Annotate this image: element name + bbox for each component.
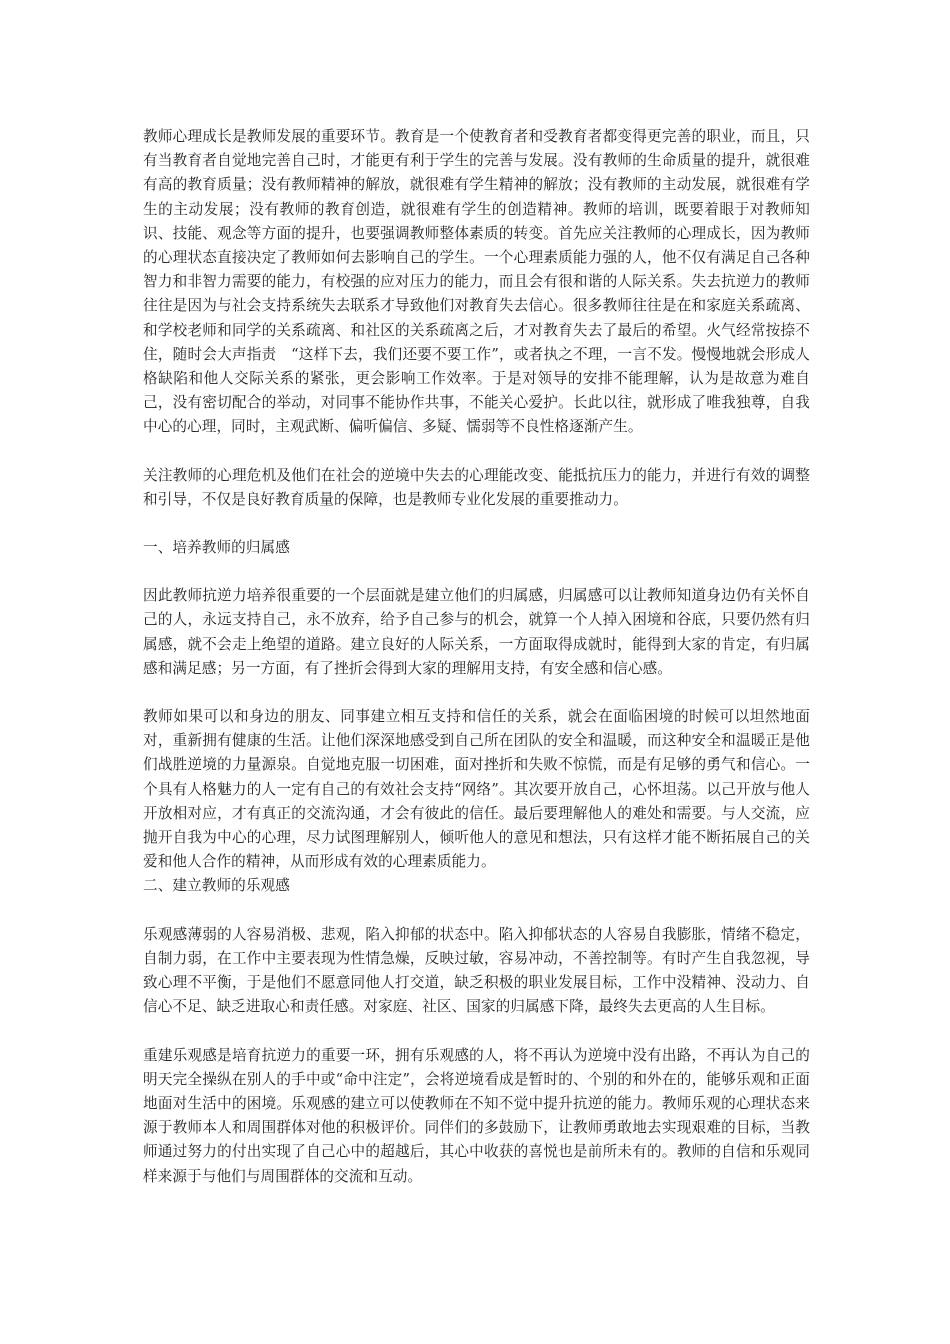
- paragraph-gap: [143, 681, 810, 705]
- paragraph-intro: 教师心理成长是教师发展的重要环节。教育是一个使教育者和受教育者都变得更完善的职业，而且，只有当教育者自觉地完善自己时，才能更有利于学生的完善与发展。没有教师的生命质量的提升，就很难有高的教育质量；没有教师精神的解放，就很难有学生精神的解放；没有教师的主动发展，就很难有学生的主动发展；没有教师的教育创造，就很难有学生的创造精神。教师的培训，既要着眼于对教师知识、技能、观念等方面的提升，也要强调教师整体素质的转变。首先应关注教师的心理成长，因为教师的心理状态直接决定了教师如何去影响自己的学生。一个心理素质能力强的人，他不仅有满足自己各种智力和非智力需要的能力，有校强的应对压力的能力，而且会有很和谐的人际关系。失去抗逆力的教师往往是因为与社会支持系统失去联系才导致他们对教育失去信心。很多教师往往是在和家庭关系疏离、和学校老师和同学的关系疏离、和社区的关系疏离之后，才对教育失去了最后的希望。火气经常按捺不住，随时会大声指责 “这样下去，我们还要不要工作”，或者执之不理，一言不发。慢慢地就会形成人格缺陷和他人交际关系的紧张，更会影响工作效率。于是对领导的安排不能理解，认为是故意为难自己，没有密切配合的举动，对同事不能协作共事，不能关心爱护。长此以往，就形成了唯我独尊，自我中心的心理，同时，主观武断、偏听偏信、多疑、懦弱等不良性格逐渐产生。: [143, 128, 810, 436]
- paragraph-gap: [143, 899, 810, 923]
- paragraph-gap: [143, 440, 810, 464]
- document-body: [143, 125, 810, 1189]
- section-heading-belonging: 一、培养教师的归属感: [143, 539, 290, 557]
- paragraph-belonging: 因此教师抗逆力培养很重要的一个层面就是建立他们的归属感，归属感可以让教师知道身边仍有关怀自己的人，永远支持自己，永不放弃，给予自己参与的机会，就算一个人掉入困境和谷底，只要仍然有归属感，就不会走上绝望的道路。建立良好的人际关系，一方面取得成就时，能得到大家的肯定，有归属感和满足感；另一方面，有了挫折会得到大家的理解用支持，有安全感和信心感。: [143, 587, 810, 677]
- paragraph-gap: [143, 1020, 810, 1044]
- paragraph-gap: [143, 512, 810, 536]
- paragraph-rebuild-optimism: 重建乐观感是培育抗逆力的重要一环，拥有乐观感的人，将不再认为逆境中没有出路，不再认为自己的明天完全操纵在别人的手中或“命中注定”，会将逆境看成是暂时的、个别的和外在的，能够乐观和正面地面对生活中的困境。乐观感的建立可以使教师在不知不觉中提升抗逆的能力。教师乐观的心理状态来源于教师本人和周围群体对他的积极评价。同伴们的多鼓励下，让教师勇敢地去实现艰难的目标，当教师通过努力的付出实现了自己心中的超越后，其心中收获的喜悦也是前所未有的。教师的自信和乐观同样来源于与他们与周围群体的交流和互动。: [143, 1046, 810, 1185]
- paragraph-gap: [143, 560, 810, 584]
- paragraph-pessimism: 乐观感薄弱的人容易消极、悲观，陷入抑郁的状态中。陷入抑郁状态的人容易自我膨胀，情绪不稳定，自制力弱，在工作中主要表现为性情急燥，反映过敏，容易冲动，不善控制等。有时产生自我忽视，导致心理不平衡，于是他们不愿意同他人打交道，缺乏积极的职业发展目标，工作中没精神、没动力、自信心不足、缺乏进取心和责任感。对家庭、社区、国家的归属感下降，最终失去更高的人生目标。: [143, 925, 810, 1016]
- section-heading-optimism: 二、建立教师的乐观感: [143, 877, 290, 895]
- paragraph-crisis: 关注教师的心理危机及他们在社会的逆境中失去的心理能改变、能抵抗压力的能力，并进行有效的调整和引导，不仅是良好教育质量的保障，也是教师专业化发展的重要推动力。: [143, 466, 810, 508]
- paragraph-support-network: 教师如果可以和身边的朋友、同事建立相互支持和信任的关系，就会在面临困境的时候可以坦然地面对，重新拥有健康的生活。让他们深深地感受到自己所在团队的安全和温暖，而这种安全和温暖正是他们战胜逆境的力量源泉。自觉地克服一切困难，面对挫折和失败不惊慌，而是有足够的勇气和信心。一个具有人格魅力的人一定有自己的有效社会支持“网络”。其次要开放自己，心怀坦荡。以己开放与他人开放相对应，才有真正的交流沟通，才会有彼此的信任。最后要理解他人的难处和需要。与人交流，应抛开自我为中心的心理，尽力试图理解别人，倾听他人的意见和想法，只有这样才能不断拓展自己的关爱和他人合作的精神，从而形成有效的心理素质能力。: [143, 708, 810, 871]
